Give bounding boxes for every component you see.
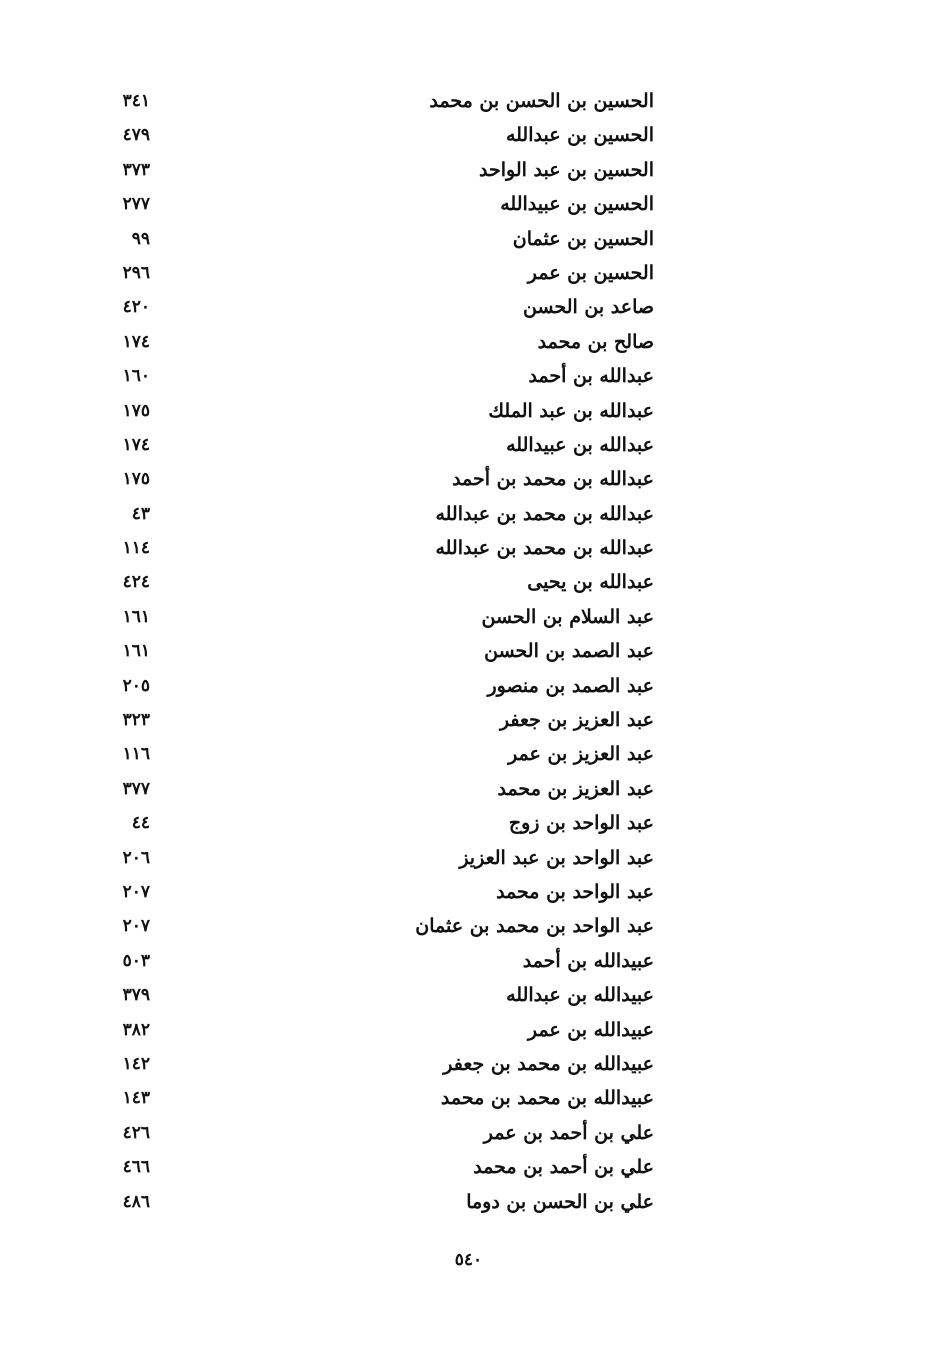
- entry-page-number: ١٤٢: [122, 1053, 150, 1074]
- index-entry: [100, 1116, 660, 1150]
- entry-page-number: ٤٨٦: [122, 1191, 150, 1212]
- index-entry: [100, 978, 660, 1012]
- entry-name: عبيدالله بن عمر: [527, 1018, 654, 1041]
- index-entry: [100, 256, 660, 290]
- entry-name: عبدالله بن محمد بن عبدالله: [435, 502, 654, 525]
- entry-page-number: ٣٧٣: [122, 159, 150, 180]
- entry-page-number: ٢٠٦: [122, 847, 150, 868]
- index-entry: [100, 772, 660, 806]
- entry-name: عبد العزيز بن عمر: [508, 743, 654, 766]
- entry-name: عبد الواحد بن عبد العزيز: [459, 846, 654, 869]
- entry-name: الحسين بن عبيدالله: [500, 193, 654, 216]
- entry-page-number: ١٧٥: [122, 400, 150, 421]
- entry-page-number: ٩٩: [131, 228, 150, 249]
- entry-name: عبد السلام بن الحسن: [481, 605, 654, 628]
- entry-page-number: ٢٠٧: [122, 881, 150, 902]
- index-entry: [100, 634, 660, 668]
- index-entry: [100, 737, 660, 771]
- entry-page-number: ٢٩٦: [122, 262, 150, 283]
- entry-page-number: ٣٤١: [122, 91, 150, 111]
- entry-name: عبدالله بن أحمد: [528, 365, 654, 388]
- index-entry: [100, 565, 660, 599]
- entry-page-number: ٤٤: [131, 813, 150, 834]
- entry-name: الحسين بن الحسن بن محمد: [429, 90, 654, 112]
- index-entry: [100, 875, 660, 909]
- entry-name: علي بن أحمد بن عمر: [483, 1121, 654, 1144]
- index-entry: [100, 1047, 660, 1081]
- entry-page-number: ١٤٣: [122, 1088, 150, 1109]
- entry-page-number: ١١٤: [122, 538, 150, 559]
- entry-page-number: ١١٦: [122, 744, 150, 765]
- entry-name: الحسين بن عمر: [527, 261, 654, 284]
- index-entry: [100, 187, 660, 221]
- entry-page-number: ٣٢٣: [122, 710, 150, 731]
- entry-page-number: ٥٠٣: [122, 950, 150, 971]
- index-entry: [100, 462, 660, 496]
- entry-name: عبدالله بن عبيدالله: [506, 433, 654, 456]
- entry-name: صاعد بن الحسن: [523, 296, 654, 319]
- entry-name: صالح بن محمد: [537, 330, 654, 353]
- index-entry: [100, 359, 660, 393]
- entry-page-number: ٢٠٧: [122, 916, 150, 937]
- entry-page-number: ٢٧٧: [122, 194, 150, 215]
- index-list: [100, 84, 660, 1219]
- entry-name: عبيدالله بن أحمد: [522, 949, 654, 972]
- entry-name: عبد العزيز بن محمد: [497, 777, 654, 800]
- index-entry: [100, 118, 660, 152]
- entry-page-number: ١٦١: [122, 641, 150, 662]
- entry-page-number: ٢٠٥: [122, 675, 150, 696]
- index-entry: [100, 325, 660, 359]
- index-entry: [100, 222, 660, 256]
- entry-name: الحسين بن عبد الواحد: [479, 158, 654, 181]
- index-entry: [100, 703, 660, 737]
- index-entry: [100, 428, 660, 462]
- entry-page-number: ٤٧٩: [122, 125, 150, 146]
- entry-page-number: ١٦١: [122, 606, 150, 627]
- index-entry: [100, 600, 660, 634]
- entry-name: عبد الصمد بن منصور: [487, 674, 654, 697]
- entry-page-number: ٣٨٢: [122, 1019, 150, 1040]
- entry-name: عبد الصمد بن الحسن: [484, 640, 654, 663]
- entry-page-number: ٤٢٤: [122, 572, 150, 593]
- entry-name: عبد العزيز بن جعفر: [499, 709, 654, 732]
- index-entry: [100, 1013, 660, 1047]
- entry-name: عبدالله بن يحيى: [527, 571, 654, 594]
- entry-page-number: ١٧٥: [122, 469, 150, 490]
- index-entry: [100, 531, 660, 565]
- entry-name: الحسين بن عثمان: [512, 227, 654, 250]
- index-entry: [100, 394, 660, 428]
- entry-page-number: ١٧٤: [122, 434, 150, 455]
- index-entry: [100, 1081, 660, 1115]
- entry-page-number: ٤٢٦: [122, 1122, 150, 1143]
- index-entry: [100, 290, 660, 324]
- entry-name: عبد الواحد بن محمد: [496, 880, 654, 903]
- index-entry: [100, 669, 660, 703]
- index-entry: [100, 1150, 660, 1184]
- entry-name: علي بن الحسن بن دوما: [466, 1190, 654, 1213]
- entry-page-number: ١٧٤: [122, 331, 150, 352]
- index-entry: [100, 153, 660, 187]
- entry-name: عبيدالله بن محمد بن محمد: [440, 1087, 654, 1110]
- entry-name: عبيدالله بن محمد بن جعفر: [443, 1052, 654, 1075]
- index-entry: [100, 909, 660, 943]
- entry-name: عبدالله بن محمد بن عبدالله: [435, 537, 654, 560]
- entry-page-number: ٤٢٠: [122, 297, 150, 318]
- page-number: ٥٤٠: [454, 1250, 483, 1270]
- index-entry: [100, 806, 660, 840]
- entry-page-number: ١٦٠: [122, 366, 150, 387]
- entry-name: عبيدالله بن عبدالله: [506, 984, 654, 1007]
- entry-name: الحسين بن عبدالله: [505, 124, 654, 147]
- entry-name: عبدالله بن محمد بن أحمد: [452, 468, 654, 491]
- entry-name: عبد الواحد بن زوج: [508, 812, 654, 835]
- index-entry: [100, 944, 660, 978]
- entry-page-number: ٣٧٧: [122, 778, 150, 799]
- entry-name: علي بن أحمد بن محمد: [473, 1156, 654, 1179]
- index-entry: [100, 497, 660, 531]
- entry-name: عبد الواحد بن محمد بن عثمان: [415, 915, 654, 938]
- entry-name: عبدالله بن عبد الملك: [488, 399, 654, 422]
- index-entry: [100, 841, 660, 875]
- entry-page-number: ٣٧٩: [122, 985, 150, 1006]
- index-entry: [100, 1185, 660, 1219]
- entry-page-number: ٤٣: [131, 503, 150, 524]
- entry-page-number: ٤٦٦: [122, 1157, 150, 1178]
- index-entry: [100, 84, 660, 118]
